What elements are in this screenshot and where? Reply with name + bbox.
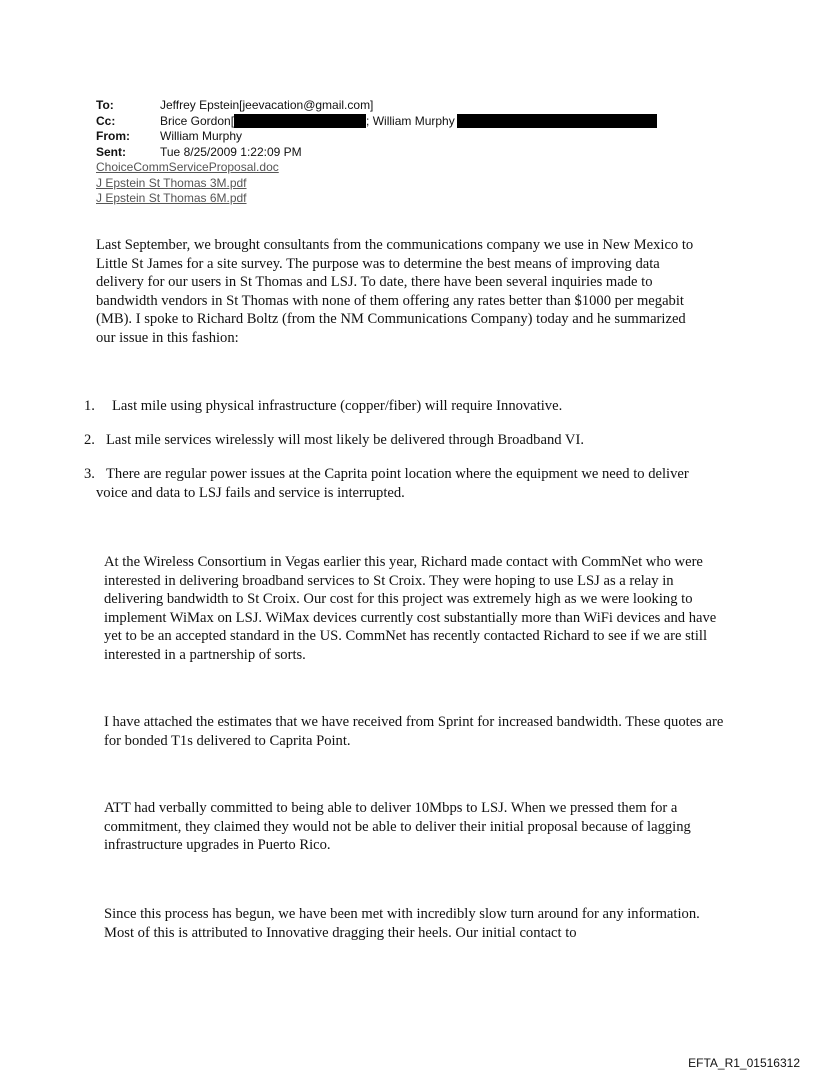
body-paragraph: ATT had verbally committed to being able to deliver 10Mbps to LSJ. When we pressed them for a commitment, they claimed they would not be able to deliver their initial proposal because of lagging infrastructure upgrades in Puerto Rico. bbox=[104, 800, 691, 854]
cc-name-1: Brice Gordon[ bbox=[160, 113, 235, 128]
attachment-link[interactable]: ChoiceCommServiceProposal.doc bbox=[96, 160, 279, 174]
list-number: 2. bbox=[84, 432, 95, 448]
intro-paragraph: Last September, we brought consultants from the communications company we use in New Mexico to Little St James for a site survey. The purpose was to determine the best means of improving data delivery for our users in St Thomas and LSJ. To date, there have been several inquiries made to bandwidth vendors in St Thomas with none of them offering any rates better than $1000 per megabit (MB). I spoke to Richard Boltz (from the NM Communications Company) today and he summarized our issue in this fashion: bbox=[96, 237, 694, 346]
body-paragraph: At the Wireless Consortium in Vegas earlier this year, Richard made contact with CommNet who were interested in delivering broadband services to St Croix. They were hoping to use LSJ as a relay in delivering bandwidth to St Croix. Our cost for this project was extremely high as we were looking to implement WiMax on LSJ. WiMax devices currently cost substantially more than WiFi devices and have yet to be an accepted standard in the US. CommNet has recently contacted Richard to see if we are still interested in a partnership of sorts. bbox=[104, 554, 717, 663]
body-paragraph: Since this process has begun, we have been met with incredibly slow turn around for any information. Most of this is attributed to Innovative dragging their heels. Our initial contact to bbox=[104, 906, 700, 941]
cc-row bbox=[96, 114, 736, 130]
list-text: Last mile services wirelessly will most likely be delivered through Broadband VI. bbox=[106, 432, 584, 448]
list-number: 1. bbox=[84, 398, 95, 414]
sent-row bbox=[96, 145, 736, 161]
redaction-block bbox=[457, 114, 657, 128]
list-item bbox=[84, 465, 704, 502]
to-value: Jeffrey Epstein[jeevacation@gmail.com] bbox=[160, 98, 374, 112]
list-number: 3. bbox=[84, 466, 95, 482]
from-row bbox=[96, 129, 736, 145]
body-paragraph: I have attached the estimates that we have received from Sprint for increased bandwidth. These quotes are for bonded T1s delivered to Caprita Point. bbox=[104, 714, 724, 749]
list-text: Last mile using physical infrastructure (copper/fiber) will require Innovative. bbox=[112, 398, 563, 414]
email-header bbox=[96, 98, 736, 207]
list-item bbox=[84, 397, 724, 416]
to-label: To: bbox=[96, 98, 114, 112]
cc-label: Cc: bbox=[96, 113, 116, 128]
cc-name-2: ; William Murphy bbox=[366, 113, 455, 128]
list-text: There are regular power issues at the Caprita point location where the equipment we need to deliver voice and data to LSJ fails and service is interrupted. bbox=[96, 466, 689, 501]
from-label: From: bbox=[96, 129, 130, 143]
attachment-link[interactable]: J Epstein St Thomas 6M.pdf bbox=[96, 191, 247, 205]
redaction-block bbox=[234, 114, 366, 128]
list-item bbox=[84, 431, 724, 450]
from-value: William Murphy bbox=[160, 129, 243, 143]
sent-label: Sent: bbox=[96, 144, 126, 159]
sent-value: Tue 8/25/2009 1:22:09 PM bbox=[160, 144, 302, 159]
to-row bbox=[96, 98, 736, 114]
bates-number: EFTA_R1_01516312 bbox=[688, 1056, 800, 1070]
attachment-link[interactable]: J Epstein St Thomas 3M.pdf bbox=[96, 175, 247, 190]
